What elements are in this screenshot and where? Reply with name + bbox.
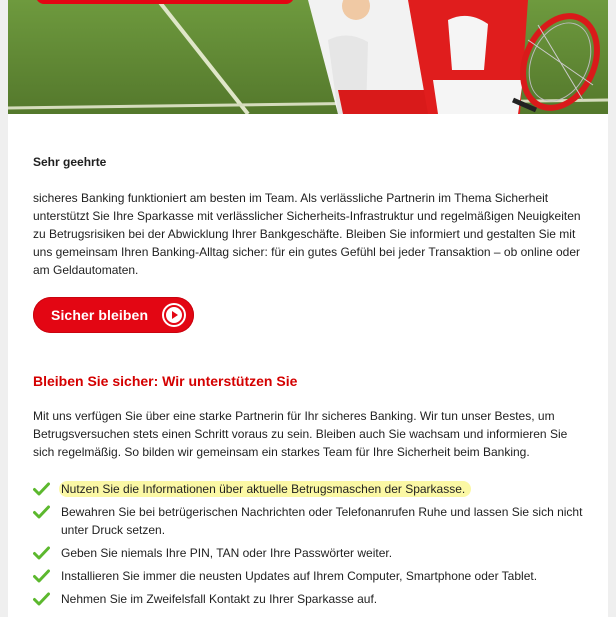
checkmark-icon xyxy=(33,592,50,611)
checkmark-icon xyxy=(33,569,50,588)
checkmark-icon xyxy=(33,505,50,524)
checklist-item xyxy=(33,503,588,539)
checkmark-icon xyxy=(33,546,50,565)
section-paragraph: Mit uns verfügen Sie über eine starke Partnerin für Ihr sicheres Banking. Wir tun unser Bestes, um Betrugsversuchen stets einen Schritt voraus zu sein. Bleiben auch Sie wachsam und informieren Sie sich regelmäßig. So bilden wir gemeinsam ein starkes Team für Ihre Sicherheit beim Banking. xyxy=(33,409,568,459)
highlighted-text: Nutzen Sie die Informationen über aktuelle Betrugsmaschen der Sparkasse. xyxy=(59,481,471,497)
checklist-item xyxy=(33,544,588,562)
hero-image xyxy=(8,0,608,114)
sicher-bleiben-button[interactable] xyxy=(33,297,194,333)
greeting: Sehr geehrte xyxy=(33,155,107,169)
checklist-item xyxy=(33,480,588,498)
checklist-item-text: Bewahren Sie bei betrügerischen Nachrichten oder Telefonanrufen Ruhe und lassen Sie sich nicht unter Druck setzen. xyxy=(61,505,583,537)
checkmark-icon xyxy=(33,482,50,501)
email-card xyxy=(8,0,608,617)
checklist-item-text: Geben Sie niemals Ihre PIN, TAN oder Ihre Passwörter weiter. xyxy=(61,546,393,560)
checklist-item xyxy=(33,590,588,608)
checklist-item-text: Nehmen Sie im Zweifelsfall Kontakt zu Ihrer Sparkasse auf. xyxy=(61,592,378,606)
section-title: Bleiben Sie sicher: Wir unterstützen Sie xyxy=(33,373,298,389)
intro-paragraph: sicheres Banking funktioniert am besten im Team. Als verlässliche Partnerin im Thema Sicherheit unterstützt Sie Ihre Sparkasse mit verlässlicher Sicherheits-Infrastruktur und regelmäßigen Neuigkeiten zu Betrugsrisiken bei der Abwicklung Ihrer Bankgeschäfte. Bleiben Sie informiert und gestalten Sie mit uns gemeinsam Ihren Banking-Alltag sicher: für ein gutes Gefühl bei jeder Transaktion – ob online oder am Geldautomaten. xyxy=(33,191,581,277)
play-circle-icon xyxy=(162,303,186,327)
checklist xyxy=(33,480,588,613)
checklist-item xyxy=(33,567,588,585)
checklist-item-text: Installieren Sie immer die neusten Updates auf Ihrem Computer, Smartphone oder Tablet. xyxy=(61,569,538,583)
sicher-bleiben-button-label: Sicher bleiben xyxy=(51,307,149,323)
